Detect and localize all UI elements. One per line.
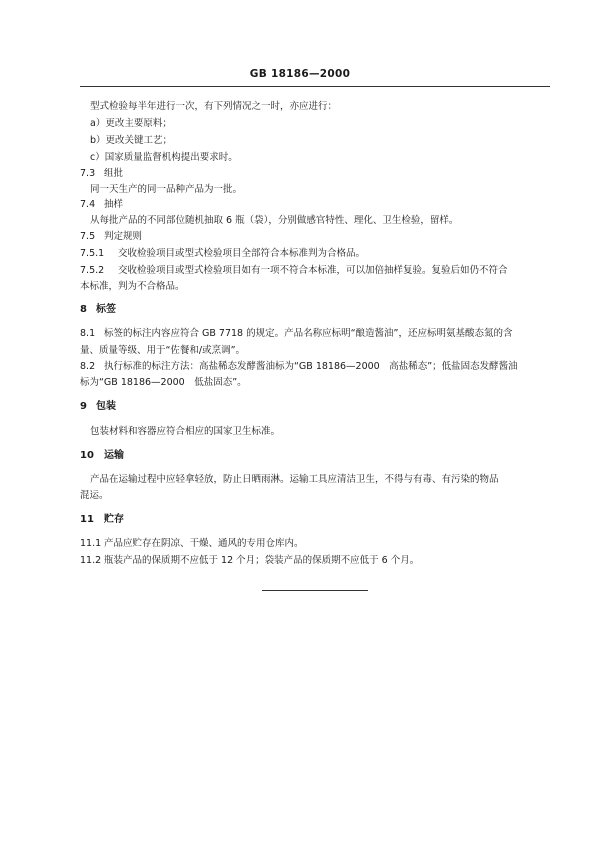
- section-8-2-text-line1: 执行标准的标注方法：高盐稀态发酵酱油标为“GB 18186—2000 高盐稀态”；低盐固态发酵酱油: [104, 361, 518, 372]
- section-7-5-number: 7.5: [80, 231, 96, 242]
- section-7-3-title: 组批: [104, 168, 124, 179]
- section-8-title: 标签: [96, 304, 116, 315]
- section-8-number: 8: [80, 304, 87, 315]
- section-11-1-number: 11.1: [80, 538, 102, 549]
- section-8-2-text-line2: 标为“GB 18186—2000 低盐固态”。: [80, 377, 247, 388]
- end-of-document-rule: [262, 590, 368, 591]
- section-11-number: 11: [80, 514, 94, 525]
- type-check-paragraph: 型式检验每半年进行一次，有下列情况之一时，亦应进行：: [90, 101, 338, 112]
- section-9-title: 包装: [96, 401, 116, 412]
- list-item-b: b）更改关键工艺；: [90, 135, 173, 146]
- section-9-text: 包装材料和容器应符合相应的国家卫生标准。: [90, 426, 281, 437]
- section-10-title: 运输: [104, 450, 124, 461]
- section-8-1-text-line1: 标签的标注内容应符合 GB 7718 的规定。产品名称应标明“酿造酱油”，还应标明氨基酸态氮的含: [104, 328, 513, 339]
- section-7-5-1-number: 7.5.1: [80, 248, 105, 259]
- section-7-3-text: 同一天生产的同一品种产品为一批。: [90, 184, 243, 195]
- section-8-1-number: 8.1: [80, 328, 96, 339]
- list-item-c: c）国家质量监督机构提出要求时。: [90, 152, 238, 163]
- section-10-text-line2: 混运。: [80, 490, 109, 501]
- section-8-1-text-line2: 量、质量等级、用于“佐餐和/或烹调”。: [80, 345, 246, 356]
- section-8-2-number: 8.2: [80, 361, 96, 372]
- section-11-2-number: 11.2: [80, 555, 102, 566]
- section-7-5-1-text: 交收检验项目或型式检验项目全部符合本标准判为合格品。: [118, 248, 366, 259]
- section-7-3-number: 7.3: [80, 168, 96, 179]
- standard-number-header: GB 18186—2000: [249, 68, 351, 80]
- list-item-a: a）更改主要原料；: [90, 118, 172, 129]
- section-10-text-line1: 产品在运输过程中应轻拿轻放，防止日晒雨淋。运输工具应清洁卫生，不得与有毒、有污染的物品: [90, 474, 499, 485]
- header-rule: [80, 86, 550, 87]
- section-7-4-text: 从每批产品的不同部位随机抽取 6 瓶（袋），分别做感官特性、理化、卫生检验，留样。: [90, 215, 459, 226]
- section-7-4-number: 7.4: [80, 199, 96, 210]
- section-10-number: 10: [80, 450, 94, 461]
- section-11-1-text: 产品应贮存在阴凉、干燥、通风的专用仓库内。: [104, 538, 304, 549]
- section-7-5-title: 判定规则: [104, 231, 143, 242]
- section-7-4-title: 抽样: [104, 199, 124, 210]
- section-11-2-text: 瓶装产品的保质期不应低于 12 个月；袋装产品的保质期不应低于 6 个月。: [104, 555, 420, 566]
- section-7-5-2-number: 7.5.2: [80, 265, 105, 276]
- section-7-5-2-text-line1: 交收检验项目或型式检验项目如有一项不符合本标准，可以加倍抽样复验。复验后如仍不符合: [118, 265, 508, 276]
- section-7-5-2-text-line2: 本标准，判为不合格品。: [80, 281, 185, 292]
- section-9-number: 9: [80, 401, 87, 412]
- section-11-title: 贮存: [104, 514, 124, 525]
